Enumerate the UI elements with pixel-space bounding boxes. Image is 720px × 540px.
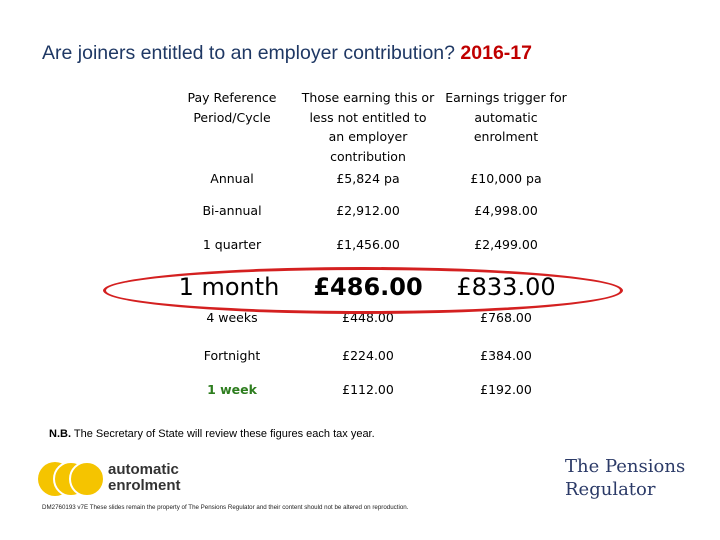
ae-circles-icon [38, 460, 104, 498]
cell-period: Fortnight [203, 348, 261, 363]
table-row [166, 203, 574, 223]
footnote-prefix: N.B. [49, 428, 71, 440]
ae-logo-line2: enrolment [108, 477, 181, 494]
cell-trigger: £2,499.00 [474, 237, 538, 252]
automatic-enrolment-logo [38, 458, 188, 500]
copyright-footer: DM2760193 v7E These slides remain the property of The Pensions Regulator and their content should not be altered on reproduction. [42, 504, 409, 511]
cell-trigger: £192.00 [480, 382, 532, 397]
pensions-regulator-logo [565, 455, 685, 501]
cell-threshold-annual: £5,824 pa [336, 171, 400, 186]
title-year: 2016-17 [460, 42, 532, 64]
header-label: Earnings trigger for automatic enrolment [445, 90, 567, 144]
table-row [166, 348, 574, 368]
ae-logo-line1: automatic [108, 461, 179, 478]
cell-threshold: £486.00 [313, 273, 423, 301]
cell-threshold: £112.00 [342, 382, 394, 397]
tpr-logo-line2: Regulator [565, 479, 656, 500]
highlight-oval [103, 267, 623, 314]
cell-threshold: £1,456.00 [336, 237, 400, 252]
cell-period: 4 weeks [206, 310, 258, 325]
footnote [49, 428, 375, 440]
header-label: Pay Reference Period/Cycle [187, 90, 277, 125]
header-earnings-trigger [438, 88, 574, 193]
tpr-logo-line1: The Pensions [565, 456, 686, 477]
cell-period: Bi-annual [202, 203, 262, 218]
header-pay-reference [166, 88, 298, 193]
table-row [166, 237, 574, 257]
cell-threshold: £2,912.00 [336, 203, 400, 218]
cell-period-annual: Annual [210, 171, 254, 186]
header-not-entitled [301, 88, 435, 193]
footnote-text: The Secretary of State will review these figures each tax year. [73, 428, 375, 440]
header-label: Those earning this or less not entitled to an employer contribution [301, 90, 435, 164]
cell-trigger-annual: £10,000 pa [470, 171, 542, 186]
slide-title [42, 42, 702, 65]
cell-trigger: £833.00 [456, 273, 556, 301]
cell-threshold: £224.00 [342, 348, 394, 363]
cell-period: 1 month [178, 273, 280, 301]
cell-period: 1 quarter [202, 237, 262, 252]
ae-logo-text [108, 462, 181, 494]
cell-trigger: £4,998.00 [474, 203, 538, 218]
table-row [166, 382, 574, 402]
cell-period: 1 week [207, 382, 257, 397]
cell-trigger: £768.00 [480, 310, 532, 325]
title-text: Are joiners entitled to an employer contribution? [42, 42, 455, 64]
cell-trigger: £384.00 [480, 348, 532, 363]
cell-threshold: £448.00 [342, 310, 394, 325]
